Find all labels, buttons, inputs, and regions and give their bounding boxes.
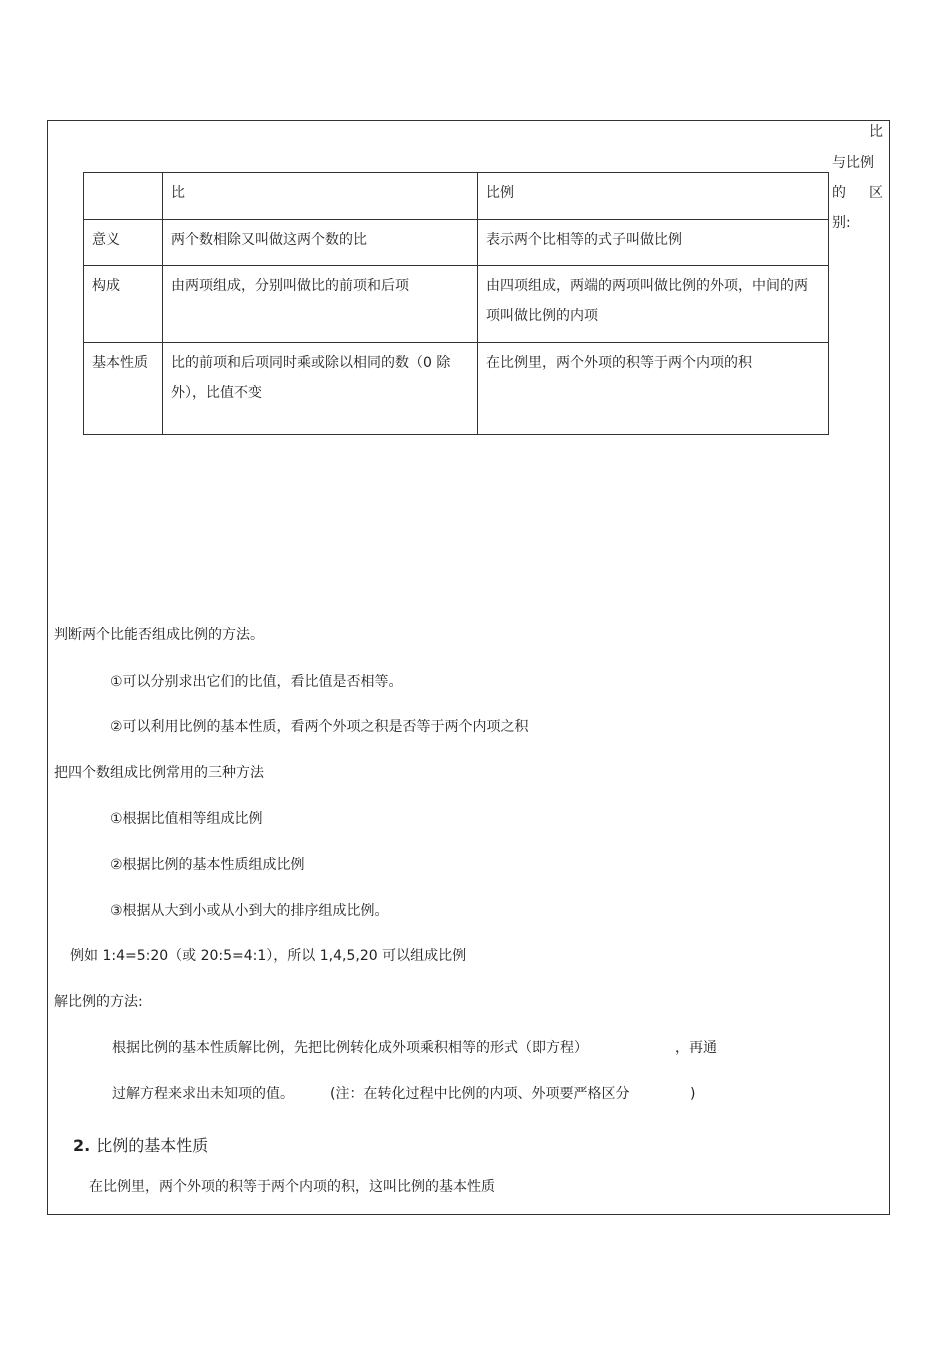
- proportion-cell: 在比例里，两个外项的积等于两个内项的积: [478, 343, 829, 435]
- comparison-table: [83, 172, 829, 435]
- compose-item-2: ②根据比例的基本性质组成比例: [110, 857, 305, 873]
- compose-item-3: ③根据从大到小或从小到大的排序组成比例。: [110, 903, 389, 919]
- side-label-2: 与比例: [832, 155, 874, 171]
- side-label-3a: 的: [832, 185, 846, 201]
- ratio-cell: 两个数相除又叫做这两个数的比: [163, 220, 478, 266]
- proportion-cell: 表示两个比相等的式子叫做比例: [478, 220, 829, 266]
- compose-item-1: ①根据比值相等组成比例: [110, 811, 263, 827]
- table-header-ratio: 比: [163, 173, 478, 220]
- table-row: [84, 343, 829, 435]
- row-label: 构成: [84, 266, 163, 343]
- compose-example: 例如 1:4=5:20（或 20:5=4:1），所以 1,4,5,20 可以组成比例: [70, 948, 467, 964]
- section-title: 比例的基本性质: [96, 1136, 209, 1155]
- section-2-body: 在比例里，两个外项的积等于两个内项的积，这叫比例的基本性质: [89, 1179, 495, 1195]
- solve-line-1-end: ，再通: [675, 1040, 717, 1056]
- judge-title: 判断两个比能否组成比例的方法。: [54, 627, 264, 643]
- solve-line-1: 根据比例的基本性质解比例，先把比例转化成外项乘积相等的形式（即方程）: [112, 1040, 588, 1056]
- table-row: [84, 266, 829, 343]
- row-label: 基本性质: [84, 343, 163, 435]
- proportion-cell: 由四项组成，两端的两项叫做比例的外项，中间的两项叫做比例的内项: [478, 266, 829, 343]
- side-label-4: 别:: [832, 215, 851, 231]
- ratio-cell: 比的前项和后项同时乘或除以相同的数（0 除外），比值不变: [163, 343, 478, 435]
- solve-line-2: 过解方程来求出未知项的值。: [112, 1086, 294, 1102]
- side-label-1: 比: [869, 124, 883, 140]
- solve-note: (注：在转化过程中比例的内项、外项要严格区分: [330, 1086, 630, 1102]
- section-2-heading: [73, 1133, 208, 1156]
- table-row: [84, 220, 829, 266]
- ratio-cell: 由两项组成，分别叫做比的前项和后项: [163, 266, 478, 343]
- table-header-row: [84, 173, 829, 220]
- row-label: 意义: [84, 220, 163, 266]
- judge-item-1: ①可以分别求出它们的比值，看比值是否相等。: [110, 674, 403, 690]
- solve-title: 解比例的方法:: [54, 994, 143, 1010]
- table-header-empty: [84, 173, 163, 220]
- judge-item-2: ②可以利用比例的基本性质，看两个外项之积是否等于两个内项之积: [110, 719, 529, 735]
- solve-note-close: ): [690, 1086, 696, 1102]
- side-label-3b: 区: [869, 185, 883, 201]
- table-header-proportion: 比例: [478, 173, 829, 220]
- compose-title: 把四个数组成比例常用的三种方法: [54, 765, 264, 781]
- section-number: 2.: [73, 1136, 91, 1155]
